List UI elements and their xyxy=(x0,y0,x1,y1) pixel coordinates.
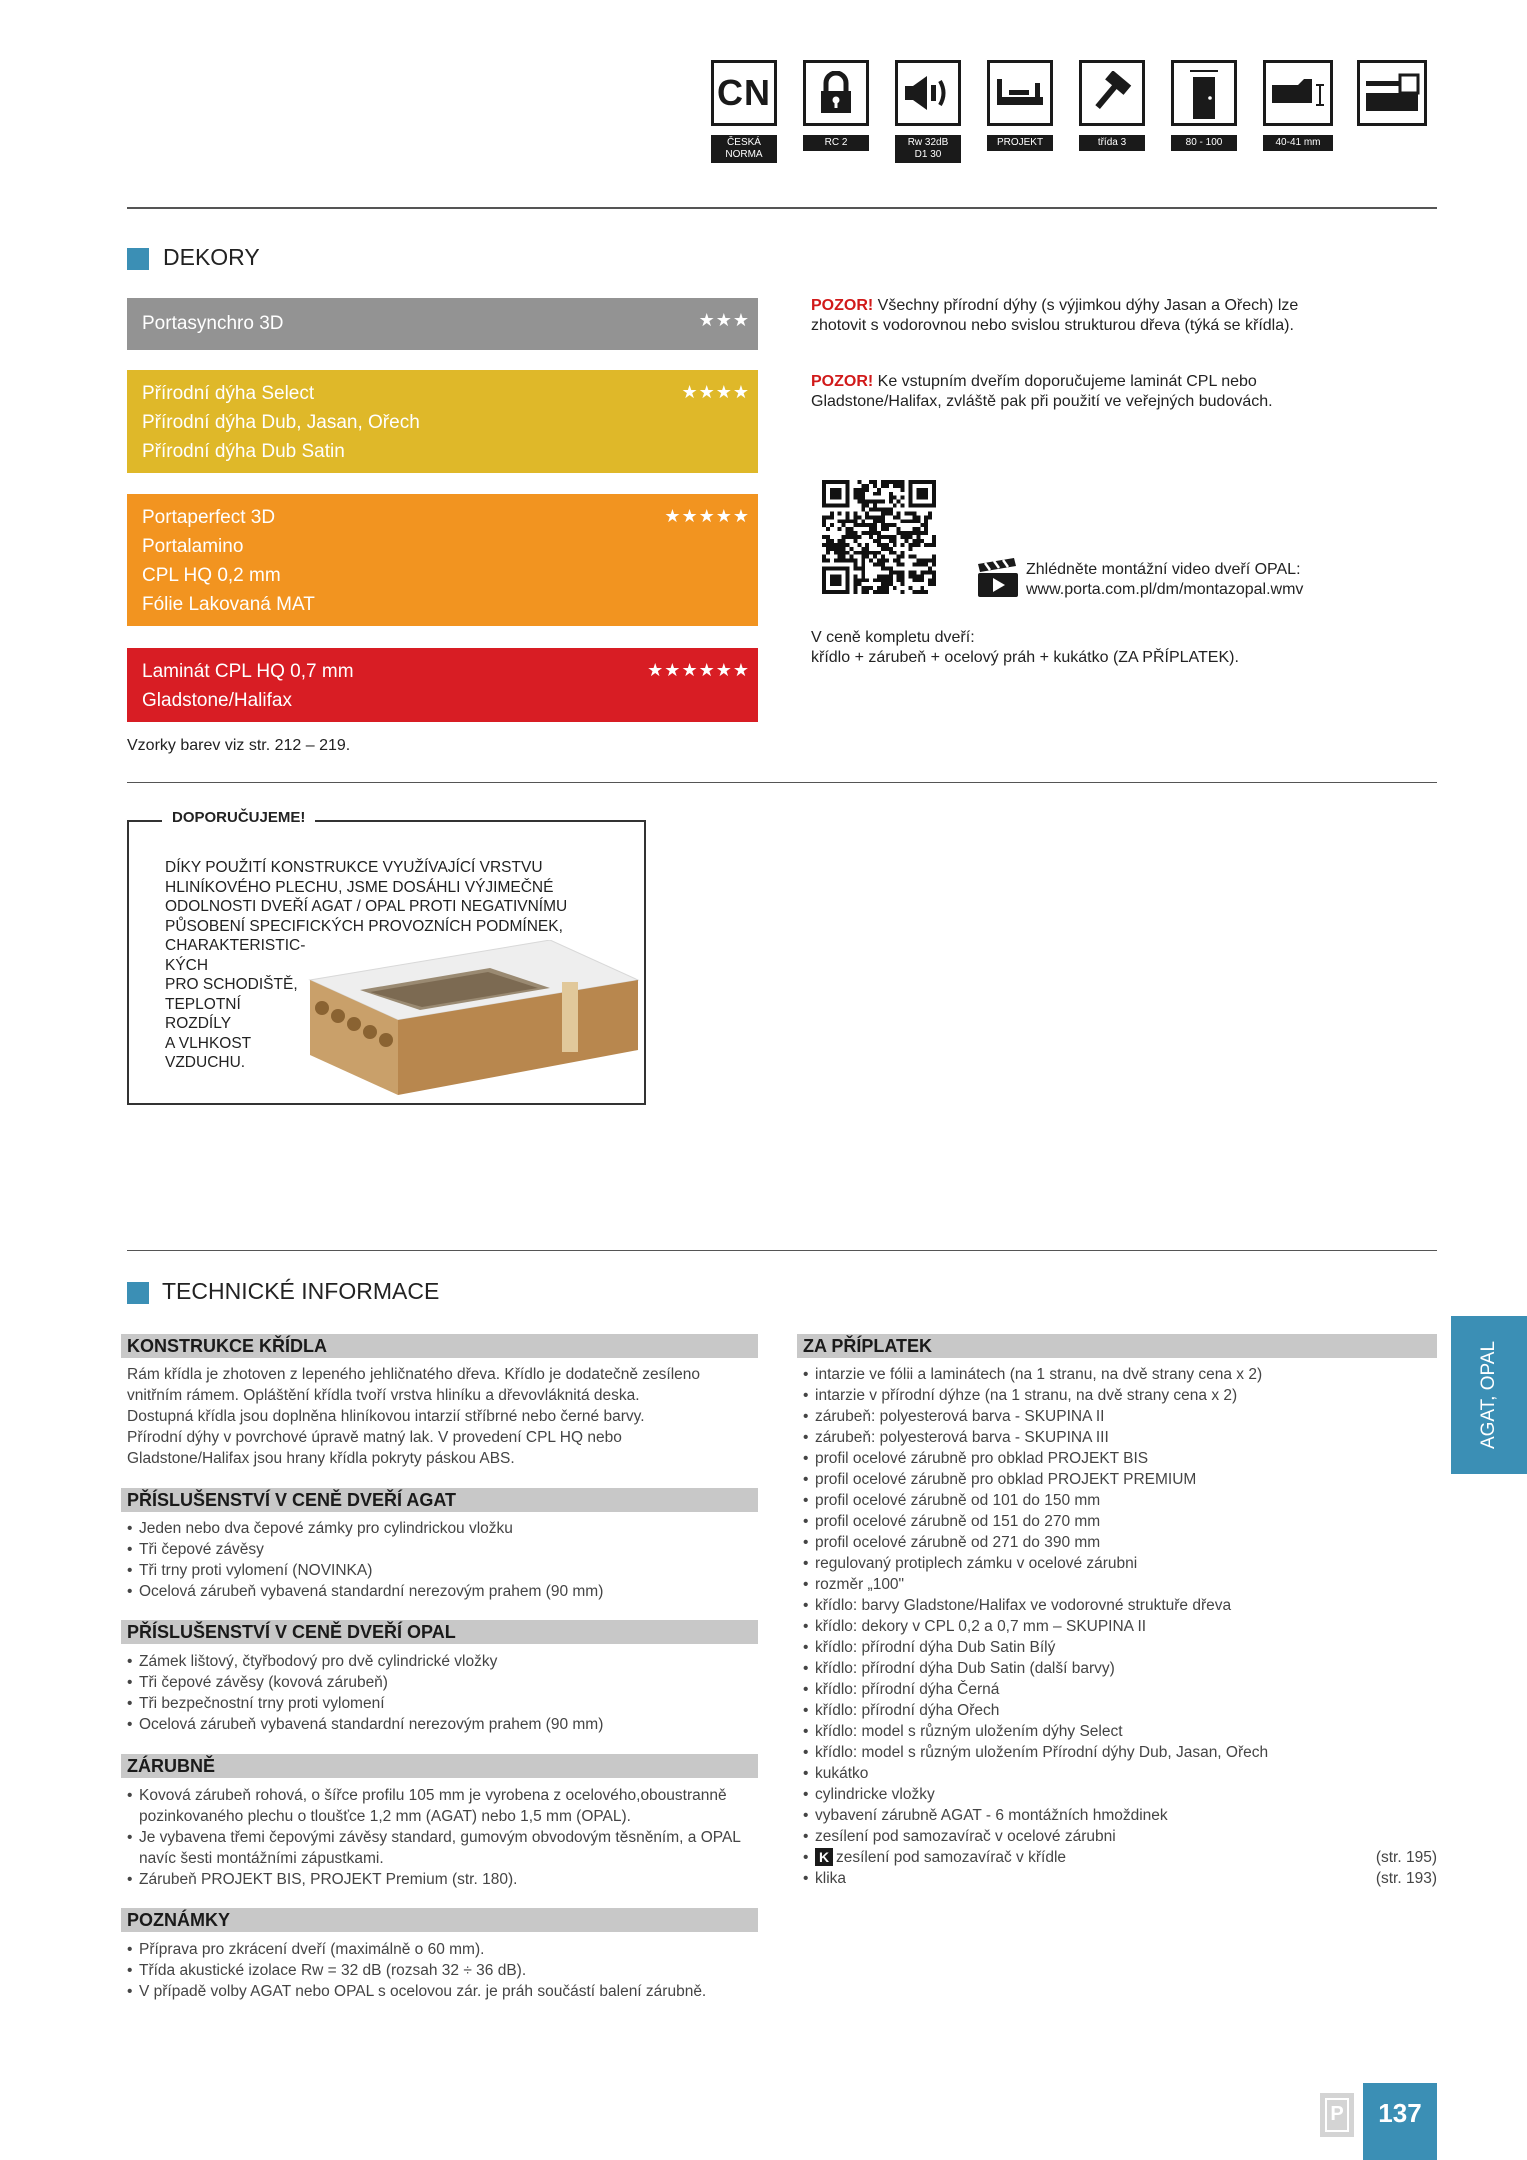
page-number: 137 xyxy=(1363,2083,1437,2160)
door-thickness-icon xyxy=(1263,60,1333,126)
list-item: • intarzie ve fólii a laminátech (na 1 stranu, na dvě strany cena x 2) xyxy=(803,1364,1437,1385)
decor-bar-4: Laminát CPL HQ 0,7 mm Gladstone/Halifax ★★★★★★ xyxy=(127,648,758,722)
list-item: • rozměr „100" xyxy=(803,1574,1437,1595)
kit-note: V ceně kompletu dveří: křídlo + zárubeň + ocelový práh + kukátko (ZA PŘÍPLATEK). xyxy=(811,629,1239,666)
decor-bar-3: Portaperfect 3D Portalamino CPL HQ 0,2 mm Fólie Lakovaná MAT ★★★★★ xyxy=(127,494,758,626)
list-item: • křídlo: dekory v CPL 0,2 a 0,7 mm – SKUPINA II xyxy=(803,1616,1437,1637)
konstrukce-header: KONSTRUKCE KŘÍDLA xyxy=(121,1334,758,1358)
samples-note: Vzorky barev viz str. 212 – 219. xyxy=(127,737,351,754)
list-item: • Zámek lištový, čtyřbodový pro dvě cylindrické vložky xyxy=(127,1651,767,1672)
rating-stars: ★★★★ xyxy=(681,382,750,402)
page-ref: (str. 193) xyxy=(1375,1870,1437,1887)
list-item: • intarzie v přírodní dýhze (na 1 stranu, na dvě strany cena x 2) xyxy=(803,1385,1437,1406)
list-item: • Tři čepové závěsy (kovová zárubeň) xyxy=(127,1672,767,1693)
list-item: • Ocelová zárubeň vybavená standardní nerezovým prahem (90 mm) xyxy=(127,1714,767,1735)
list-item: • Tři trny proti vylomení (NOVINKA) xyxy=(127,1560,767,1581)
list-item: • křídlo: přírodní dýha Černá xyxy=(803,1679,1437,1700)
konstrukce-text: Rám křídla je zhotoven z lepeného jehličnatého dřeva. Křídlo je dodatečně zesíleno vnitřním rámem. Opláštění křídla tvoří vrstva hliníku a dřevovláknitá deska. Dostupná křídla jsou doplněna hliníkovou intarzií stříbrné nebo černé barvy. Přírodní dýhy v povrchové úpravě matný lak. V provedení CPL HQ nebo Gladstone/Halifax jsou hrany křídla pokryty páskou ABS. xyxy=(127,1366,701,1467)
list-item: • Je vybavena třemi čepovými závěsy standard, gumovým obvodovým těsněním, a OPAL navíc šesti montážními zápustkami. xyxy=(127,1827,757,1869)
list-item: • křídlo: model s různým uložením dýhy Select xyxy=(803,1721,1437,1742)
rating-stars: ★★★★★ xyxy=(664,506,750,526)
list-item: • kukátko xyxy=(803,1763,1437,1784)
icon-caption: ČESKÁ NORMA xyxy=(711,135,777,163)
list-item: • zesílení pod samozavírač v ocelové zárubni xyxy=(803,1826,1437,1847)
poznamky-list xyxy=(127,1939,767,2002)
poznamky-header: POZNÁMKY xyxy=(121,1908,758,1932)
door-width-icon xyxy=(1171,60,1237,126)
icon-caption: 80 - 100 xyxy=(1171,135,1237,151)
icon-caption: Rw 32dB D1 30 xyxy=(895,135,961,163)
decor-bar-1: Portasynchro 3D ★★★ xyxy=(127,298,758,350)
recommend-text: DÍKY POUŽITÍ KONSTRUKCE VYUŽÍVAJÍCÍ VRSTVU HLINÍKOVÉHO PLECHU, JSME DOSÁHLI VÝJIMEČNÉ ODOLNOSTI DVEŘÍ AGAT / OPAL PROTI NEGATIVNÍMU PŮSOBENÍ SPECIFICKÝCH PROVOZNÍCH PODMÍNEK, CHARAKTERISTIC- KÝCH PRO SCHODIŠTĚ, TEPLOTNÍ ROZDÍLY A VLHKOST VZDUCHU. xyxy=(165,859,568,1071)
note-veneer: POZOR! Všechny přírodní dýhy (s výjimkou dýhy Jasan a Ořech) lze zhotovit s vodorovnou nebo svislou strukturou dřeva (týká se křídla). xyxy=(811,297,1299,334)
list-item: • V případě volby AGAT nebo OPAL s ocelovou zár. je práh součástí balení zárubně. xyxy=(127,1981,767,2002)
side-tab[interactable]: AGAT, OPAL xyxy=(1451,1316,1527,1474)
page-ref: (str. 195) xyxy=(1375,1849,1437,1866)
opal-list xyxy=(127,1651,767,1735)
list-item: • regulovaný protiplech zámku v ocelové zárubni xyxy=(803,1553,1437,1574)
list-item: • Zárubeň PROJEKT BIS, PROJEKT Premium (str. 180). xyxy=(127,1869,757,1890)
decor-bar-2: Přírodní dýha Select Přírodní dýha Dub, Jasan, Ořech Přírodní dýha Dub Satin ★★★★ xyxy=(127,370,758,473)
icon-caption: 40-41 mm xyxy=(1263,135,1333,151)
list-item: • Jeden nebo dva čepové zámky pro cylindrickou vložku xyxy=(127,1518,767,1539)
list-item: • Kovová zárubeň rohová, o šířce profilu 105 mm je vyrobena z ocelového,oboustranně pozinkovaného plechu o tloušťce 1,2 mm (AGAT) nebo 1,5 mm (OPAL). xyxy=(127,1785,757,1827)
list-item: • vybavení zárubně AGAT - 6 montážních hmoždinek xyxy=(803,1805,1437,1826)
door-cross-section-image xyxy=(300,940,640,1104)
list-item: • zárubeň: polyesterová barva - SKUPINA III xyxy=(803,1427,1437,1448)
divider xyxy=(127,207,1437,209)
list-item: • profil ocelové zárubně pro obklad PROJEKT PREMIUM xyxy=(803,1469,1437,1490)
recommend-label: DOPORUČUJEME! xyxy=(162,809,315,826)
list-item: • křídlo: model s různým uložením Přírodní dýhy Dub, Jasan, Ořech xyxy=(803,1742,1437,1763)
list-item: • cylindricke vložky xyxy=(803,1784,1437,1805)
list-item: • Třída akustické izolace Rw = 32 dB (rozsah 32 ÷ 36 dB). xyxy=(127,1960,767,1981)
speaker-icon xyxy=(895,60,961,126)
list-item: • K zesílení pod samozavírač v křídle (str. 195) xyxy=(803,1847,1437,1868)
list-item: • profil ocelové zárubně pro obklad PROJEKT BIS xyxy=(803,1448,1437,1469)
list-item: • křídlo: přírodní dýha Dub Satin Bílý xyxy=(803,1637,1437,1658)
list-item: • křídlo: přírodní dýha Dub Satin (další barvy) xyxy=(803,1658,1437,1679)
zarubne-list xyxy=(127,1785,757,1890)
priplatek-header: ZA PŘÍPLATEK xyxy=(797,1334,1437,1358)
section-marker xyxy=(127,248,149,270)
video-clapper-icon xyxy=(976,558,1020,602)
agat-header: PŘÍSLUŠENSTVÍ V CENĚ DVEŘÍ AGAT xyxy=(121,1488,758,1512)
list-item: • Ocelová zárubeň vybavená standardní nerezovým prahem (90 mm) xyxy=(127,1581,767,1602)
zarubne-header: ZÁRUBNĚ xyxy=(121,1754,758,1778)
list-item: • křídlo: přírodní dýha Ořech xyxy=(803,1700,1437,1721)
icon-caption: třída 3 xyxy=(1079,135,1145,151)
video-link[interactable]: Zhlédněte montážní video dveří OPAL: www.porta.com.pl/dm/montazopal.wmv xyxy=(1026,561,1304,598)
icon-caption: RC 2 xyxy=(803,135,869,151)
list-item: • křídlo: barvy Gladstone/Halifax ve vodorovné struktuře dřeva xyxy=(803,1595,1437,1616)
opal-header: PŘÍSLUŠENSTVÍ V CENĚ DVEŘÍ OPAL xyxy=(121,1620,758,1644)
list-item: • profil ocelové zárubně od 101 do 150 mm xyxy=(803,1490,1437,1511)
icon-caption: PROJEKT xyxy=(987,135,1053,151)
list-item: • klika (str. 193) xyxy=(803,1868,1437,1889)
list-item: • Tři čepové závěsy xyxy=(127,1539,767,1560)
lock-icon xyxy=(803,60,869,126)
threshold-icon xyxy=(1357,60,1427,126)
list-item: • profil ocelové zárubně od 271 do 390 mm xyxy=(803,1532,1437,1553)
section-marker xyxy=(127,1282,149,1304)
cn-icon: CN xyxy=(711,60,777,126)
qr-code[interactable] xyxy=(822,480,936,594)
project-frame-icon xyxy=(987,60,1053,126)
list-item: • Příprava pro zkrácení dveří (maximálně o 60 mm). xyxy=(127,1939,767,1960)
list-item: • zárubeň: polyesterová barva - SKUPINA II xyxy=(803,1406,1437,1427)
k-badge: K xyxy=(815,1848,833,1866)
agat-list xyxy=(127,1518,767,1602)
hammer-icon xyxy=(1079,60,1145,126)
divider xyxy=(127,1250,1437,1251)
list-item: • profil ocelové zárubně od 151 do 270 mm xyxy=(803,1511,1437,1532)
rating-stars: ★★★★★★ xyxy=(647,660,750,680)
priplatek-list xyxy=(803,1364,1437,1889)
rating-stars: ★★★ xyxy=(698,310,750,330)
porta-logo: P xyxy=(1320,2093,1354,2137)
tech-title: TECHNICKÉ INFORMACE xyxy=(162,1278,440,1304)
dekory-title: DEKORY xyxy=(163,244,260,270)
list-item: • Tři bezpečnostní trny proti vylomení xyxy=(127,1693,767,1714)
divider xyxy=(127,782,1437,783)
note-cpl: POZOR! Ke vstupním dveřím doporučujeme laminát CPL nebo Gladstone/Halifax, zvláště pak při použití ve veřejných budovách. xyxy=(811,373,1273,410)
